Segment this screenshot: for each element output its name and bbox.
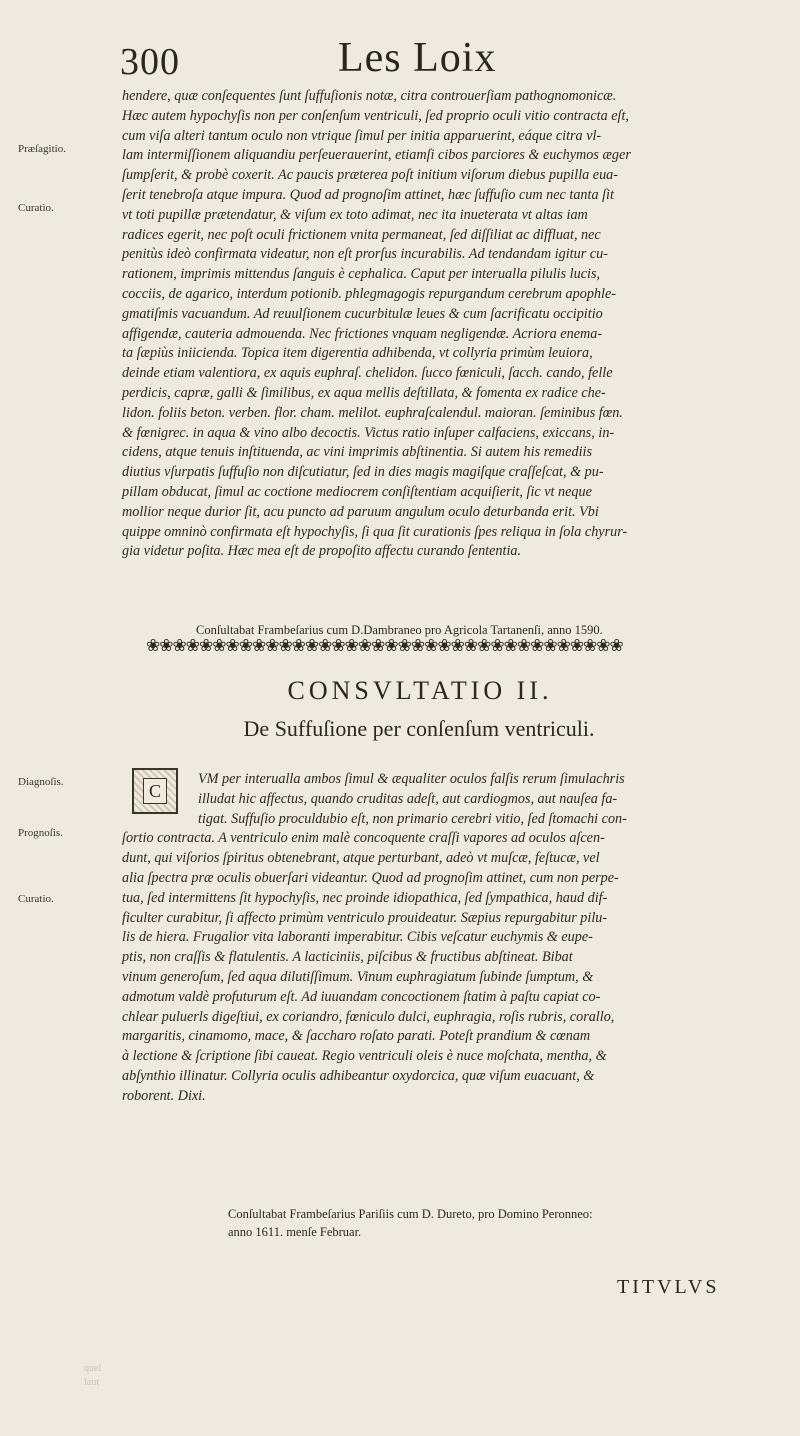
margin-note-diagnosis: Diagnoſis. [18, 776, 64, 788]
text-line: dunt, qui viſorios ſpiritus obtenebrant, atque perturbant, adeò vt muſcæ, feſtucæ, vel [122, 850, 600, 867]
text-line: ſortio contracta. A ventriculo enim malè concoquente craſſi vapores ad oculos aſcen- [122, 830, 605, 847]
page-number: 300 [120, 41, 180, 83]
consultation-two-text [122, 770, 782, 1107]
section-title: CONSVLTATIO II. [287, 676, 553, 705]
margin-note-curatio: Curatio. [18, 202, 54, 214]
text-line: à lectione & ſcriptione ſibi caueat. Regio ventriculi oleis è nuce moſchata, mentha, & [122, 1048, 607, 1065]
text-line: lis de hiera. Frugalior vita laboranti imperabitur. Cibis veſcatur euchymis & eupe- [122, 929, 593, 946]
text-line: VM per interualla ambos ſimul & æqualiter oculos falſis rerum ſimulachris [198, 771, 625, 787]
margin-note-prognosis: Prognoſis. [18, 827, 63, 839]
text-line: alia ſpectra præ oculis obuerſari videantur. Quod ad prognoſim attinet, cum non perpe- [122, 869, 619, 886]
text-line: roborent. Dixi. [122, 1087, 206, 1104]
margin-note-curatio-two: Curatio. [18, 893, 54, 905]
consultation-one-text: hendere, quæ conſequentes ſunt ſuffuſionis notæ, citra controuerſiam pathognomonicæ. Hæc autem hypochyſis non per conſenſum ventriculi, ſed proprio oculi vitio contracta eſt, cum viſa alteri tantum oculo non vtrique ſimul per initia apparuerint, eáque citra vl- lam intermiſſionem aliquandiu perſeuerauerint, etiamſi cibos parciores & euchymos æger ſumpſerit, & probè coxerit. Ac paucis præterea poſt initium viſorum diebus pupilla eua- ſerit tenebroſa atque impura. Quod ad prognoſim attinet, hæc ſuffuſio cum nec tanta ſit vt toti pupillæ prætendatur, & viſum ex toto adimat, nec ita inueterata vt altas iam radices egerit, nec poſt oculi frictionem vnita permaneat, ſed diſſiliat ac diffluat, nec penitùs ideò confirmata videatur, non eſt prorſus incurabilis. Ad tendandam igitur cu- rationem, imprimis mittendus ſanguis è cephalica. Caput per interualla pilulis lucis, cocciis, de agarico, interdum potionib. phlegmagogis repurgandum cerebrum apophle- gmatiſmis vacuandum. Ad reuulſionem cucurbitulæ leues & cum ſacrificatu occipitio affigendæ, cauteria admouenda. Nec frictiones vnquam negligendæ. Acriora enema- ta ſæpiùs iniicienda. Topica item digerentia adhibenda, vt collyria primùm leuiora, deinde etiam valentiora, ex aquis euphraſ. chelidon. ſucco fœniculi, ſacch. cando, felle perdicis, capræ, galli & ſimilibus, ex aqua mellis deſtillata, & fomenta ex radice che- lidon. foliis beton. verben. flor. cham. melilot. euphraſcalendul. maioran. ſeminibus fœn. & fœnigrec. in aqua & vino albo decoctis. Victus ratio inſuper calfaciens, exiccans, in- cidens, atque tenuis inſtituenda, ac vini imprimis abſtinentia. Si autem his remediis diutius vſurpatis ſuffuſio non diſcutiatur, ſed in dies magis magiſque craſſeſcat, & pu- pillam obducat, ſimul ac coctione mediocrem conſiſtentiam acquiſierit, ſic vt neque mollior neque durior ſit, acu puncto ad paruum angulum oculo deturbanda erit. Vbi quippe omninò confirmata eſt hypochyſis, ſi qua ſit curationis ſpes reliqua in ſola chyrur- gia videtur poſita. Hæc mea eſt de propoſito affectu curando ſententia. [122, 88, 631, 560]
consultation-two-signature: Conſultabat Frambeſarius Pariſiis cum D. Dureto, pro Domino Peronneo: anno 1611. menſe Februar. [228, 1207, 593, 1239]
text-line: ptis, non craſſis & flatulentis. A lacticiniis, piſcibus & fructibus abſtineat. Bibat [122, 949, 573, 966]
text-line: abſynthio illinatur. Collyria oculis adhibeantur oxydorcica, quæ viſum euacuant, & [122, 1067, 595, 1084]
initial-letter: C [143, 778, 167, 804]
text-line: vinum generoſum, ſed aqua dilutiſſimum. Vinum euphragiatum ſubinde ſumptum, & [122, 968, 594, 985]
ornamental-band: ❀❀❀❀❀❀❀❀❀❀❀❀❀❀❀❀❀❀❀❀❀❀❀❀❀❀❀❀❀❀❀❀❀❀❀❀ [146, 636, 623, 655]
catchword: TITVLVS [617, 1276, 720, 1298]
text-line: admotum valdè profuturum eſt. Ad iuuandam concoctionem ſtatim à paſtu capiat co- [122, 988, 601, 1005]
text-line: tigat. Suffuſio proculdubio eſt, non primario cerebri vitio, ſed ſtomachi con- [198, 810, 627, 827]
bleed-through-text: quel laut [84, 1363, 102, 1388]
running-title: Les Loix [338, 35, 497, 81]
text-line: margaritis, cinamomo, mace, & ſaccharo roſato parati. Poteſt prandium & cœnam [122, 1028, 591, 1045]
text-line: chlear puluerls digeſtiui, ex coriandro, fœniculo dulci, euphragia, roſis rubris, corallo, [122, 1008, 615, 1025]
consultation-one-signature: Conſultabat Frambeſarius cum D.Dambraneo pro Agricola Tartanenſi, anno 1590. [196, 623, 603, 637]
text-line: ficulter curabitur, ſi affecto primùm ventriculo prouideatur. Sæpius repurgabitur pilu- [122, 909, 608, 926]
section-subtitle: De Suffuſione per conſenſum ventriculi. [243, 716, 595, 741]
margin-note-praesagitio: Præſagitio. [18, 143, 66, 155]
text-line: illudat hic affectus, quando cruditas adeſt, aut cardiogmos, aut nauſea fa- [198, 790, 618, 807]
text-line: tua, ſed intermittens ſit hypochyſis, nec proinde idiopathica, ſed ſympathica, haud dif- [122, 889, 608, 906]
